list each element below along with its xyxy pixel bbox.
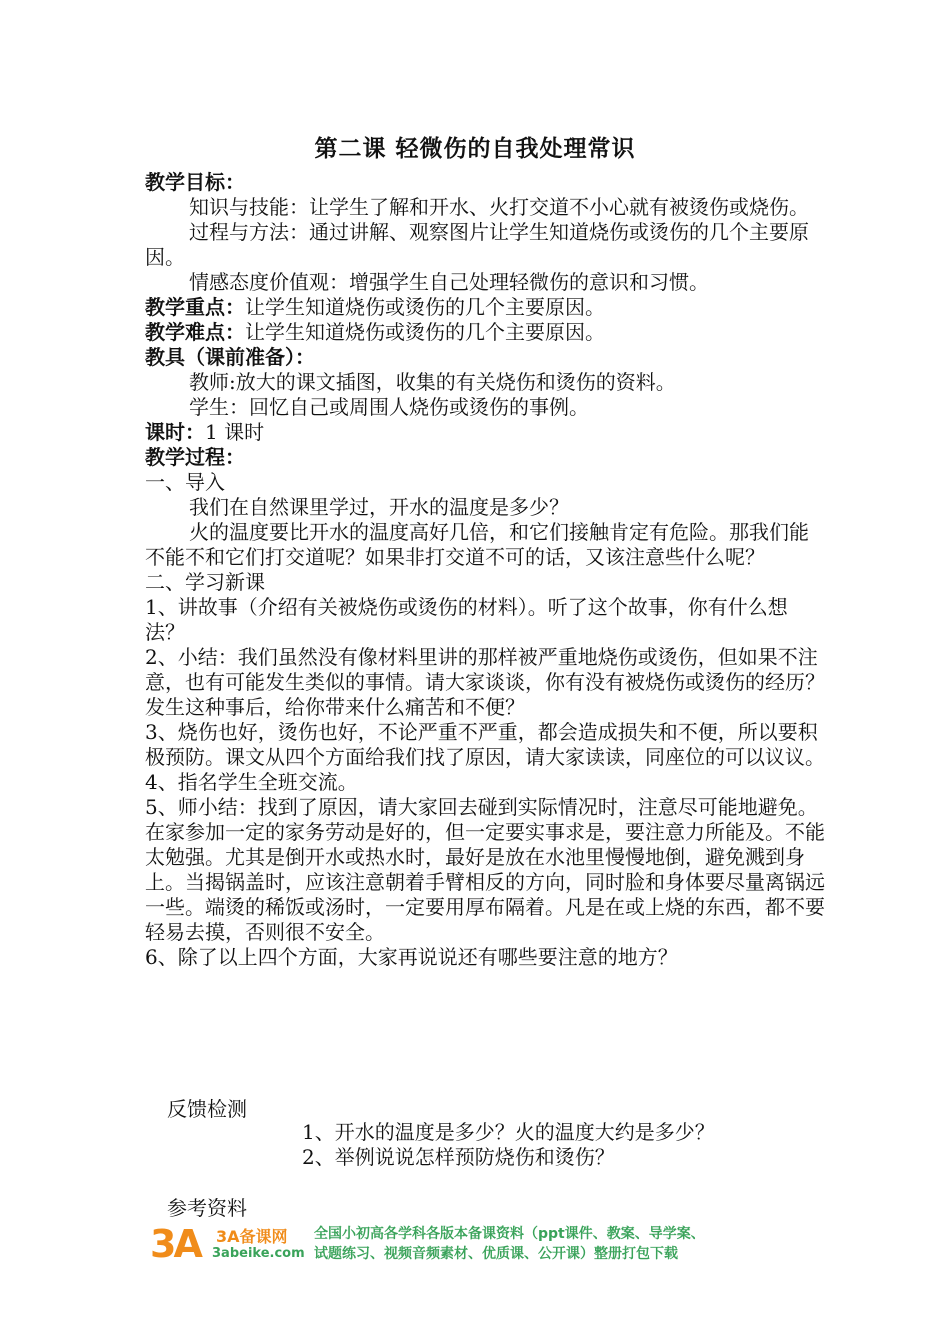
- page-title: 第二课 轻微伤的自我处理常识: [314, 136, 636, 162]
- step-item: 发生这种事后，给你带来什么痛苦和不便？: [145, 695, 525, 719]
- feedback-item: 2、举例说说怎样预防烧伤和烫伤？: [302, 1145, 615, 1169]
- objectives-heading: 教学目标：: [145, 170, 245, 194]
- key-point-label: 教学重点：: [145, 295, 245, 319]
- step-item: 1、讲故事（介绍有关被烧伤或烫伤的材料）。听了这个故事，你有什么想法？: [145, 595, 788, 644]
- feedback-list: [302, 1120, 715, 1170]
- feedback-title: 反馈检测: [167, 1097, 247, 1121]
- objective-item: 知识与技能：让学生了解和开水、火打交道不小心就有被烫伤或烧伤。: [189, 195, 809, 219]
- ad-text: [314, 1224, 814, 1264]
- step-item: 3、烧伤也好，烫伤也好，不论严重不严重，都会造成损失和不便，所以要积极预防。课文从四个方面给我们找了原因，请大家读读，同座位的可以议议。: [145, 720, 825, 769]
- logo-icon: 3A: [150, 1222, 200, 1266]
- step-item: 5、师小结：找到了原因，请大家回去碰到实际情况时，注意尽可能地避免。在家参加一定的家务劳动是好的，但一定要实事求是，要注意力所能及。不能太勉强。尤其是倒开水或热水时，最好是放在水池里慢慢地倒，避免溅到身上。当揭锅盖时，应该注意朝着手臂相反的方向，同时脸和身体要尽量离锅远一些。端烫的稀饭或汤时，一定要用厚布隔着。凡是在或上烧的东西，都不要轻易去摸，否则很不安全。: [145, 795, 825, 944]
- footer-banner[interactable]: [150, 1220, 810, 1268]
- objective-item: 情感态度价值观：增强学生自己处理轻微伤的意识和习惯。: [189, 270, 709, 294]
- process-heading: 教学过程：: [145, 445, 245, 469]
- difficulty-label: 教学难点：: [145, 320, 245, 344]
- hours-text: 1 课时: [205, 420, 265, 444]
- intro-title: 一、导入: [145, 470, 225, 494]
- difficulty-text: 让学生知道烧伤或烫伤的几个主要原因。: [245, 320, 605, 344]
- key-point-line: [145, 295, 825, 320]
- step-item: 4、指名学生全班交流。: [145, 770, 358, 794]
- difficulty-line: [145, 320, 825, 345]
- intro-paragraph: 火的温度要比开水的温度高好几倍，和它们接触肯定有危险。那我们能不能不和它们打交道呢？如果非打交道不可的话，又该注意些什么呢？: [145, 520, 809, 569]
- lesson-body: [145, 170, 825, 970]
- ad-line: 全国小初高各学科各版本备课资料（ppt课件、教案、导学案、: [314, 1226, 705, 1242]
- hours-line: [145, 420, 825, 445]
- logo-url: 3abeike.com: [212, 1246, 305, 1261]
- ad-line: 试题练习、视频音频素材、优质课、公开课）整册打包下载: [314, 1246, 678, 1262]
- logo-name: 3A备课网: [216, 1227, 288, 1246]
- feedback-item: 1、开水的温度是多少？火的温度大约是多少？: [302, 1120, 715, 1144]
- key-point-text: 让学生知道烧伤或烫伤的几个主要原因。: [245, 295, 605, 319]
- tools-item: 学生：回忆自己或周围人烧伤或烫伤的事例。: [189, 395, 589, 419]
- step-item: 6、除了以上四个方面，大家再说说还有哪些要注意的地方？: [145, 945, 678, 969]
- objective-item: 过程与方法：通过讲解、观察图片让学生知道烧伤或烫伤的几个主要原因。: [145, 220, 809, 269]
- new-lesson-title: 二、学习新课: [145, 570, 265, 594]
- intro-paragraph: 我们在自然课里学过，开水的温度是多少？: [189, 495, 569, 519]
- hours-label: 课时：: [145, 420, 205, 444]
- tools-heading: 教具（课前准备）：: [145, 345, 315, 369]
- tools-item: 教师:放大的课文插图，收集的有关烧伤和烫伤的资料。: [189, 370, 676, 394]
- step-item: 2、小结：我们虽然没有像材料里讲的那样被严重地烧伤或烫伤，但如果不注意，也有可能发生类似的事情。请大家谈谈，你有没有被烧伤或烫伤的经历？: [145, 645, 825, 694]
- reference-title: 参考资料: [167, 1196, 247, 1220]
